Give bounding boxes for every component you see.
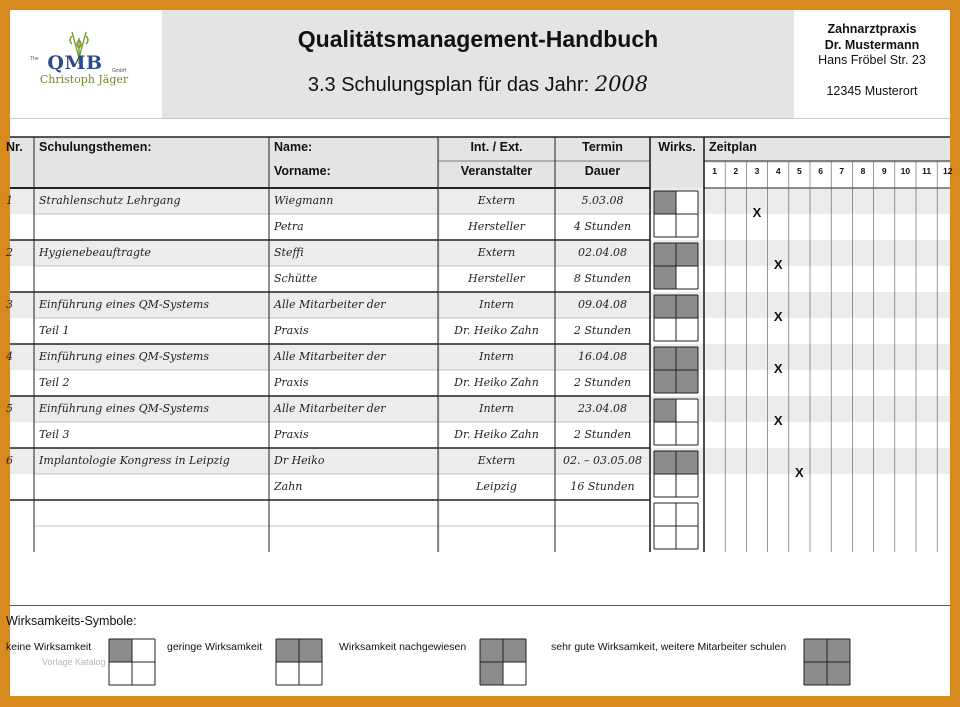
logo-brand: QMB (47, 52, 103, 74)
address-street: Hans Fröbel Str. 23 (818, 53, 926, 67)
row-firstname: Schütte (274, 272, 318, 285)
effectiveness-cell (654, 295, 676, 318)
row-firstname: Praxis (274, 428, 309, 441)
effectiveness-cell (676, 451, 698, 474)
month-label-8: 8 (860, 166, 866, 176)
legend-swatch-cell (109, 662, 132, 685)
logo-gmbh: GmbH (112, 68, 127, 74)
row-duration: 2 Stunden (573, 428, 632, 441)
effectiveness-cell (676, 266, 698, 289)
effectiveness-cell (676, 474, 698, 497)
month-label-10: 10 (900, 166, 911, 176)
row-topic-part: Teil 3 (39, 428, 70, 441)
row-topic: Einführung eines QM-Systems (39, 298, 210, 311)
month-label-3: 3 (754, 166, 760, 176)
subtitle-prefix: 3.3 Schulungsplan für das Jahr: (307, 74, 590, 96)
effectiveness-cell (654, 191, 676, 214)
effectiveness-cell (654, 370, 676, 393)
legend-swatch-cell (827, 639, 850, 662)
watermark: Vorlage Katalog (42, 657, 106, 667)
row-duration: 2 Stunden (573, 324, 632, 337)
row-int-ext: Intern (479, 298, 514, 311)
legend-swatch-cell (276, 662, 299, 685)
row-duration: 4 Stunden (573, 220, 632, 233)
row-nr: 3 (6, 298, 13, 311)
row-firstname: Petra (274, 220, 304, 233)
row-nr: 2 (6, 246, 13, 259)
effectiveness-cell (676, 214, 698, 237)
row-date: 23.04.08 (578, 402, 627, 415)
schedule-mark: X (773, 309, 783, 324)
row-int-ext: Intern (479, 402, 514, 415)
row-topic: Hygienebeauftragte (39, 246, 151, 259)
row-nr: 1 (6, 194, 13, 207)
month-label-6: 6 (818, 166, 823, 176)
row-topic: Strahlenschutz Lehrgang (39, 194, 181, 207)
header-effectiveness: Wirks. (658, 140, 696, 154)
month-label-11: 11 (922, 166, 932, 176)
effectiveness-cell (676, 243, 698, 266)
row-organizer: Hersteller (468, 220, 525, 233)
effectiveness-cell (676, 526, 698, 549)
legend-divider (10, 605, 950, 606)
legend-swatch-cell (480, 639, 503, 662)
row-name: Dr Heiko (274, 454, 325, 467)
row-organizer: Dr. Heiko Zahn (454, 428, 539, 441)
effectiveness-cell (676, 370, 698, 393)
row-duration: 2 Stunden (573, 376, 632, 389)
row-organizer: Leipzig (476, 480, 517, 493)
legend-swatch-cell (109, 639, 132, 662)
schedule-mark: X (773, 257, 783, 272)
effectiveness-cell (654, 347, 676, 370)
address-doctor: Dr. Mustermann (824, 38, 920, 52)
effectiveness-cell (676, 191, 698, 214)
month-label-12: 12 (943, 166, 953, 176)
row-firstname: Praxis (274, 324, 309, 337)
row-firstname: Praxis (274, 376, 309, 389)
row-name: Alle Mitarbeiter der (274, 350, 386, 363)
row-duration: 8 Stunden (573, 272, 632, 285)
row-name: Alle Mitarbeiter der (274, 298, 386, 311)
address-city: 12345 Musterort (826, 84, 918, 98)
logo-the: The (30, 56, 39, 62)
effectiveness-cell (676, 295, 698, 318)
month-label-1: 1 (712, 166, 717, 176)
effectiveness-cell (654, 214, 676, 237)
legend-swatch-cell (804, 662, 827, 685)
row-int-ext: Intern (479, 350, 514, 363)
effectiveness-cell (654, 318, 676, 341)
effectiveness-cell (676, 422, 698, 445)
row-organizer: Dr. Heiko Zahn (454, 376, 539, 389)
month-label-4: 4 (775, 166, 781, 176)
row-topic: Implantologie Kongress in Leipzig (39, 454, 230, 467)
schedule-mark: X (752, 205, 762, 220)
legend-label: keine Wirksamkeit (6, 641, 92, 653)
row-date: 5.03.08 (581, 194, 624, 207)
effectiveness-cell (676, 399, 698, 422)
month-label-9: 9 (881, 166, 887, 176)
row-organizer: Dr. Heiko Zahn (454, 324, 539, 337)
effectiveness-cell (654, 526, 676, 549)
row-topic-part: Teil 2 (39, 376, 70, 389)
effectiveness-cell (654, 422, 676, 445)
legend-swatch-cell (299, 639, 322, 662)
legend-swatch-cell (827, 662, 850, 685)
row-topic: Einführung eines QM-Systems (39, 402, 210, 415)
header-schedule: Zeitplan (709, 140, 757, 154)
row-date: 02. – 03.05.08 (563, 454, 642, 467)
header-firstname: Vorname: (274, 164, 331, 178)
legend-label: Wirksamkeit nachgewiesen (339, 641, 467, 653)
legend-swatch-cell (480, 662, 503, 685)
legend-swatch-cell (132, 639, 155, 662)
page-title: Qualitätsmanagement-Handbuch (297, 26, 659, 52)
row-name: Steffi (274, 246, 304, 259)
address-practice: Zahnarztpraxis (827, 22, 917, 36)
row-nr: 5 (6, 402, 13, 415)
row-date: 16.04.08 (578, 350, 627, 363)
row-nr: 4 (6, 350, 13, 363)
schedule-mark: X (773, 361, 783, 376)
effectiveness-cell (654, 474, 676, 497)
legend-title: Wirksamkeits-Symbole: (6, 614, 137, 628)
header-name: Name: (274, 140, 313, 154)
effectiveness-cell (676, 503, 698, 526)
month-label-5: 5 (797, 166, 802, 176)
legend-swatch-cell (503, 639, 526, 662)
legend-swatch-cell (132, 662, 155, 685)
row-topic-part: Teil 1 (39, 324, 70, 337)
document-page (6, 10, 953, 696)
row-int-ext: Extern (477, 194, 516, 207)
row-name: Alle Mitarbeiter der (274, 402, 386, 415)
row-int-ext: Extern (477, 246, 516, 259)
header-date: Termin (582, 140, 623, 154)
row-duration: 16 Stunden (570, 480, 635, 493)
row-nr: 6 (6, 454, 13, 467)
plan-year: 2008 (594, 72, 649, 96)
month-label-2: 2 (733, 166, 739, 176)
legend-swatch-cell (804, 639, 827, 662)
legend-label: geringe Wirksamkeit (167, 641, 263, 653)
row-int-ext: Extern (477, 454, 516, 467)
row-date: 02.04.08 (578, 246, 627, 259)
effectiveness-cell (654, 451, 676, 474)
effectiveness-cell (654, 243, 676, 266)
effectiveness-cell (654, 503, 676, 526)
effectiveness-cell (676, 347, 698, 370)
effectiveness-cell (654, 399, 676, 422)
legend-swatch-cell (276, 639, 299, 662)
header-duration: Dauer (584, 164, 621, 178)
row-topic: Einführung eines QM-Systems (39, 350, 210, 363)
row-firstname: Zahn (274, 480, 303, 493)
legend-swatch-cell (503, 662, 526, 685)
row-date: 09.04.08 (578, 298, 627, 311)
legend-swatch-cell (299, 662, 322, 685)
schedule-mark: X (795, 465, 804, 480)
header-nr: Nr. (6, 140, 23, 154)
month-label-7: 7 (839, 166, 845, 176)
header-int-ext: Int. / Ext. (470, 140, 523, 154)
header-topics: Schulungsthemen: (39, 140, 152, 154)
row-name: Wiegmann (274, 194, 334, 207)
legend-label: sehr gute Wirksamkeit, weitere Mitarbeiter schulen (551, 641, 787, 653)
effectiveness-cell (676, 318, 698, 341)
row-organizer: Hersteller (468, 272, 525, 285)
schedule-mark: X (773, 413, 783, 428)
header-organizer: Veranstalter (460, 164, 533, 178)
logo-name: Christoph Jäger (39, 73, 129, 86)
effectiveness-cell (654, 266, 676, 289)
